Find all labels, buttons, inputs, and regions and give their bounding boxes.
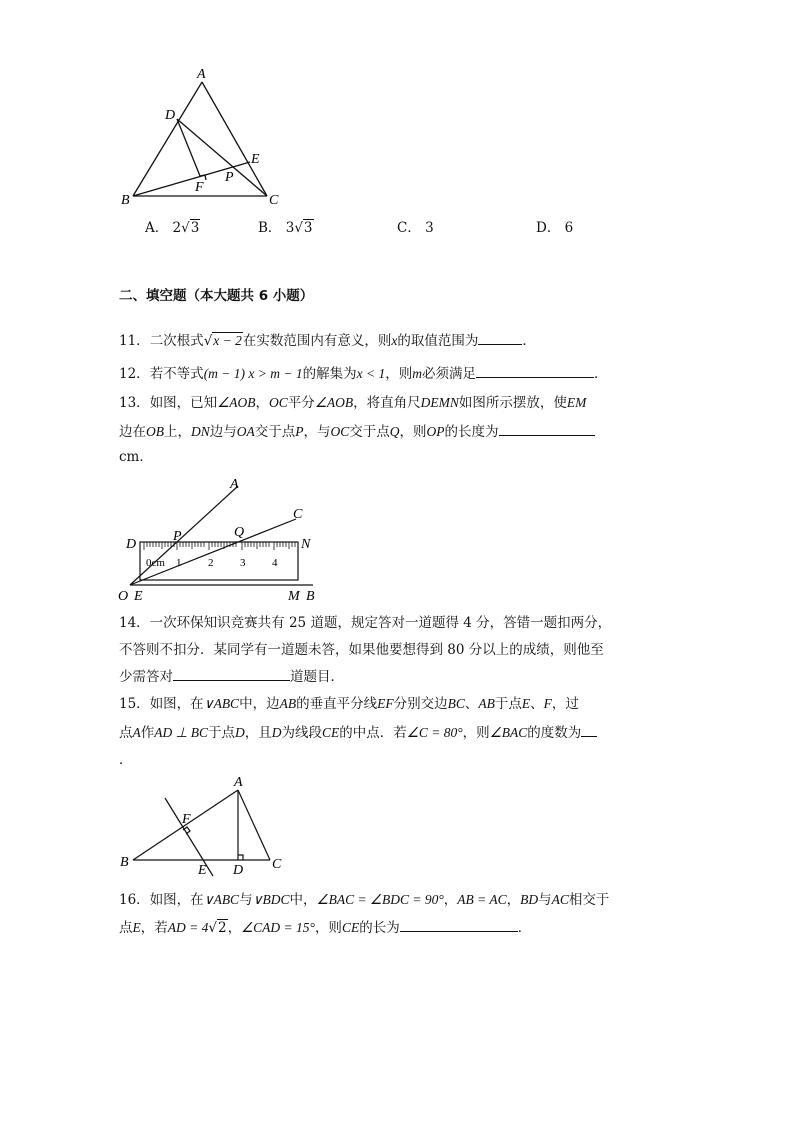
fig2-label-o: O (118, 589, 129, 604)
fig2-label-n: N (301, 537, 311, 552)
q12-answer-blank[interactable] (476, 363, 594, 378)
fig1-label-b: B (121, 193, 130, 208)
q15-answer-blank[interactable] (581, 722, 597, 737)
option-d: D． 6 (536, 220, 574, 236)
question-14-line-2: 不答则不扣分．某同学有一道题未答，如果他要想得到 80 分以上的成绩，则他至 (119, 642, 604, 658)
question-12: 12．若不等式(m − 1) x > m − 1的解集为x < 1，则m必须满足 ． (119, 363, 607, 384)
question-16-line-1: 16．如图，在∨ABC与∨BDC中，∠BAC = ∠BDC = 90°，AB = AC，BD与AC相交于 (119, 892, 610, 908)
fig3-label-d: D (233, 863, 244, 878)
fig3-label-f: F (182, 812, 191, 827)
ruler-label-3: 3 (240, 557, 246, 569)
q14-answer-blank[interactable] (173, 666, 290, 681)
fig1-label-d: D (165, 108, 176, 123)
ruler-label-4: 4 (272, 557, 278, 569)
fig3-label-a: A (234, 775, 243, 790)
fig2-label-m: M (288, 589, 300, 604)
question-13-line-3: cm． (119, 449, 153, 465)
question-16-line-2: 点E，若AD = 4√2，∠CAD = 15°，则CE的长为 ． (119, 917, 531, 938)
ruler-label-0: 0cm (146, 557, 165, 569)
figure-1-triangle (115, 62, 290, 212)
fig1-label-p: P (225, 170, 234, 185)
q16-answer-blank[interactable] (400, 917, 518, 932)
section-title: 二、填空题（本大题共 6 小题） (119, 288, 314, 304)
fig1-label-a: A (197, 67, 206, 82)
ruler-label-1: 1 (176, 557, 182, 569)
fig2-label-p: P (173, 529, 182, 544)
fig3-label-c: C (272, 857, 282, 872)
question-15-line-1: 15．如图，在∨ABC中，边AB的垂直平分线EF分别交边BC、AB于点E、F，过 (119, 696, 579, 712)
figure-2-ruler (118, 476, 328, 604)
q13-answer-blank[interactable] (499, 421, 595, 436)
fig3-label-b: B (120, 855, 129, 870)
fig1-label-e: E (251, 152, 260, 167)
fig2-label-a: A (230, 477, 239, 492)
question-13-line-2: 边在OB上，DN边与OA交于点P，与OC交于点Q，则OP的长度为 (119, 421, 595, 442)
figure-3-triangle (115, 772, 295, 880)
question-15-line-2: 点A作AD ⊥ BC于点D，且D为线段CE的中点．若∠C = 80°，则∠BAC的度数为 (119, 722, 597, 743)
fig2-label-e: E (134, 589, 143, 604)
question-14-line-1: 14．一次环保知识竞赛共有 25 道题，规定答对一道题得 4 分，答错一题扣两分， (119, 615, 612, 631)
fig3-label-e: E (198, 863, 207, 878)
fig2-label-c: C (293, 507, 303, 522)
fig2-label-q: Q (234, 525, 245, 540)
fig1-label-f: F (195, 180, 204, 195)
q11-answer-blank[interactable] (478, 330, 522, 345)
fig2-label-b: B (306, 589, 315, 604)
option-a: A． 2√3 (145, 220, 200, 236)
question-14-line-3: 少需答对 道题目． (119, 666, 344, 687)
option-b: B． 3√3 (258, 220, 313, 236)
question-13-line-1: 13．如图，已知∠AOB，OC平分∠AOB，将直角尺DEMN如图所示摆放，使EM (119, 395, 587, 411)
question-15-line-3: ． (119, 752, 133, 768)
option-c: C． 3 (397, 220, 434, 236)
fig1-label-c: C (269, 193, 279, 208)
fig2-label-d: D (126, 537, 137, 552)
ruler-label-2: 2 (208, 557, 214, 569)
question-11: 11．二次根式√x − 2在实数范围内有意义，则x的取值范围为 ． (119, 330, 536, 351)
